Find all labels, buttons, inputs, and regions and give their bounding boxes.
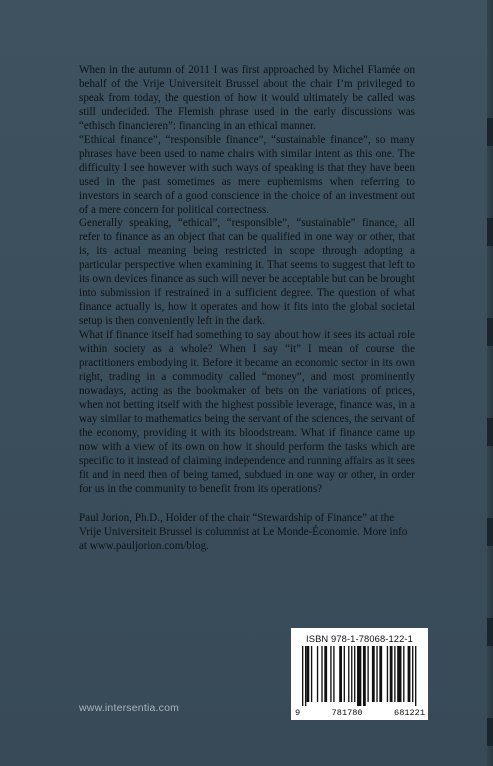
barcode-bar (390, 646, 393, 702)
barcode-bars (302, 646, 418, 706)
barcode-bar (397, 646, 401, 702)
barcode-bar (311, 646, 312, 702)
barcode-bar (354, 646, 355, 702)
barcode-bar (333, 646, 334, 702)
spine-mark (487, 118, 493, 146)
barcode-bar (394, 646, 395, 702)
barcode-bar (408, 646, 411, 702)
barcode-bar (344, 646, 345, 702)
barcode-digit-group: 9 (295, 708, 301, 718)
isbn-barcode (291, 628, 428, 720)
spine-mark (487, 518, 493, 546)
barcode-graphic (302, 646, 418, 706)
barcode-bar (351, 646, 352, 702)
barcode-bar (387, 646, 388, 702)
spine-mark (487, 318, 493, 346)
barcode-digit-group: 681221 (394, 708, 425, 718)
spine-mark (487, 418, 493, 446)
barcode-bar (372, 646, 375, 702)
barcode-digits (295, 708, 425, 718)
barcode-bar (330, 646, 331, 702)
barcode-bar (379, 646, 382, 702)
barcode-bar (412, 646, 413, 702)
barcode-bar (403, 646, 404, 702)
barcode-bar (302, 646, 303, 706)
barcode-bar (367, 646, 368, 702)
blurb-paragraph: Generally speaking, “ethical”, “responsible”, “sustainable” finance, all refer to finance as an object that can be qualified in one way or other, that is, its actual meaning being restricted in scope through adopting a particular perspective when examining it. That seems to suggest that left to its own devices finance as such will never be acceptable but can be brought into submission if restrained in a sufficient degree. The question of what finance actually is, how it operates and how it fits into the global societal setup is then conveniently left in the dark. (79, 217, 415, 328)
barcode-bar (363, 646, 366, 706)
publisher-website: www.intersentia.com (79, 702, 180, 714)
blurb-paragraph: What if finance itself had something to say about how it sees its actual role within society as a whole? When I say “it” I mean of course the practitioners embodying it. Before it became an economic sector in its own right, trading in a commodity called “money”, and most prominently nowadays, acting as the bookmaker of bets on the variations of prices, when not betting itself with the highest possible leverage, finance was, in a way similar to mathematics being the servant of the sciences, the servant of the economy, providing it with its bloodstream. What if finance came up now with a view of its own on how it should perform the tasks which are specific to it instead of claiming independence and running affairs as it sees fit and in need then of being tamed, subdued in one way or other, in order for us in the community to benefit from its operations? (79, 329, 415, 495)
barcode-bar (317, 646, 318, 702)
spine-mark (487, 718, 493, 746)
blurb-text (79, 64, 415, 497)
barcode-bar (348, 646, 349, 702)
blurb-paragraph: When in the autumn of 2011 I was first approached by Michel Flamée on behalf of the Vrije Universiteit Brussel about the chair I’m privileged to speak from today, the question of how it would ultimately be called was still undecided. The Flemish phrase used in the early discussions was “ethisch financieren”: financing in an ethical manner. (79, 64, 415, 132)
barcode-digit-group: 781780 (331, 708, 363, 718)
spine-mark (487, 618, 493, 646)
author-bio (79, 512, 415, 554)
barcode-bar (357, 646, 361, 706)
barcode-bar (324, 646, 327, 702)
barcode-bar (339, 646, 342, 702)
blurb-paragraph: “Ethical finance”, “responsible finance”, “sustainable finance”, so many phrases have been used to name chairs with similar intent as this one. The difficulty I see however with such ways of speaking is that they have been used in the past sometimes as mere euphemisms when referring to investors in search of a good conscience in the choice of an investment out of a mere concern for political correctness. (79, 133, 415, 216)
barcode-bar (305, 646, 306, 706)
barcode-bar (321, 646, 322, 702)
barcode-bar (306, 646, 309, 702)
isbn-label: ISBN 978-1-78068-122-1 (306, 633, 413, 644)
barcode-bar (376, 646, 377, 702)
barcode-bar (415, 646, 416, 706)
spine-edge (487, 0, 493, 766)
author-bio-text: Paul Jorion, Ph.D., Holder of the chair “Stewardship of Finance” at the Vrije Universiteit Brussel is columnist at Le Monde-Économie. More info at www.pauljorion.com/blog. (79, 512, 408, 552)
spine-mark (487, 218, 493, 246)
